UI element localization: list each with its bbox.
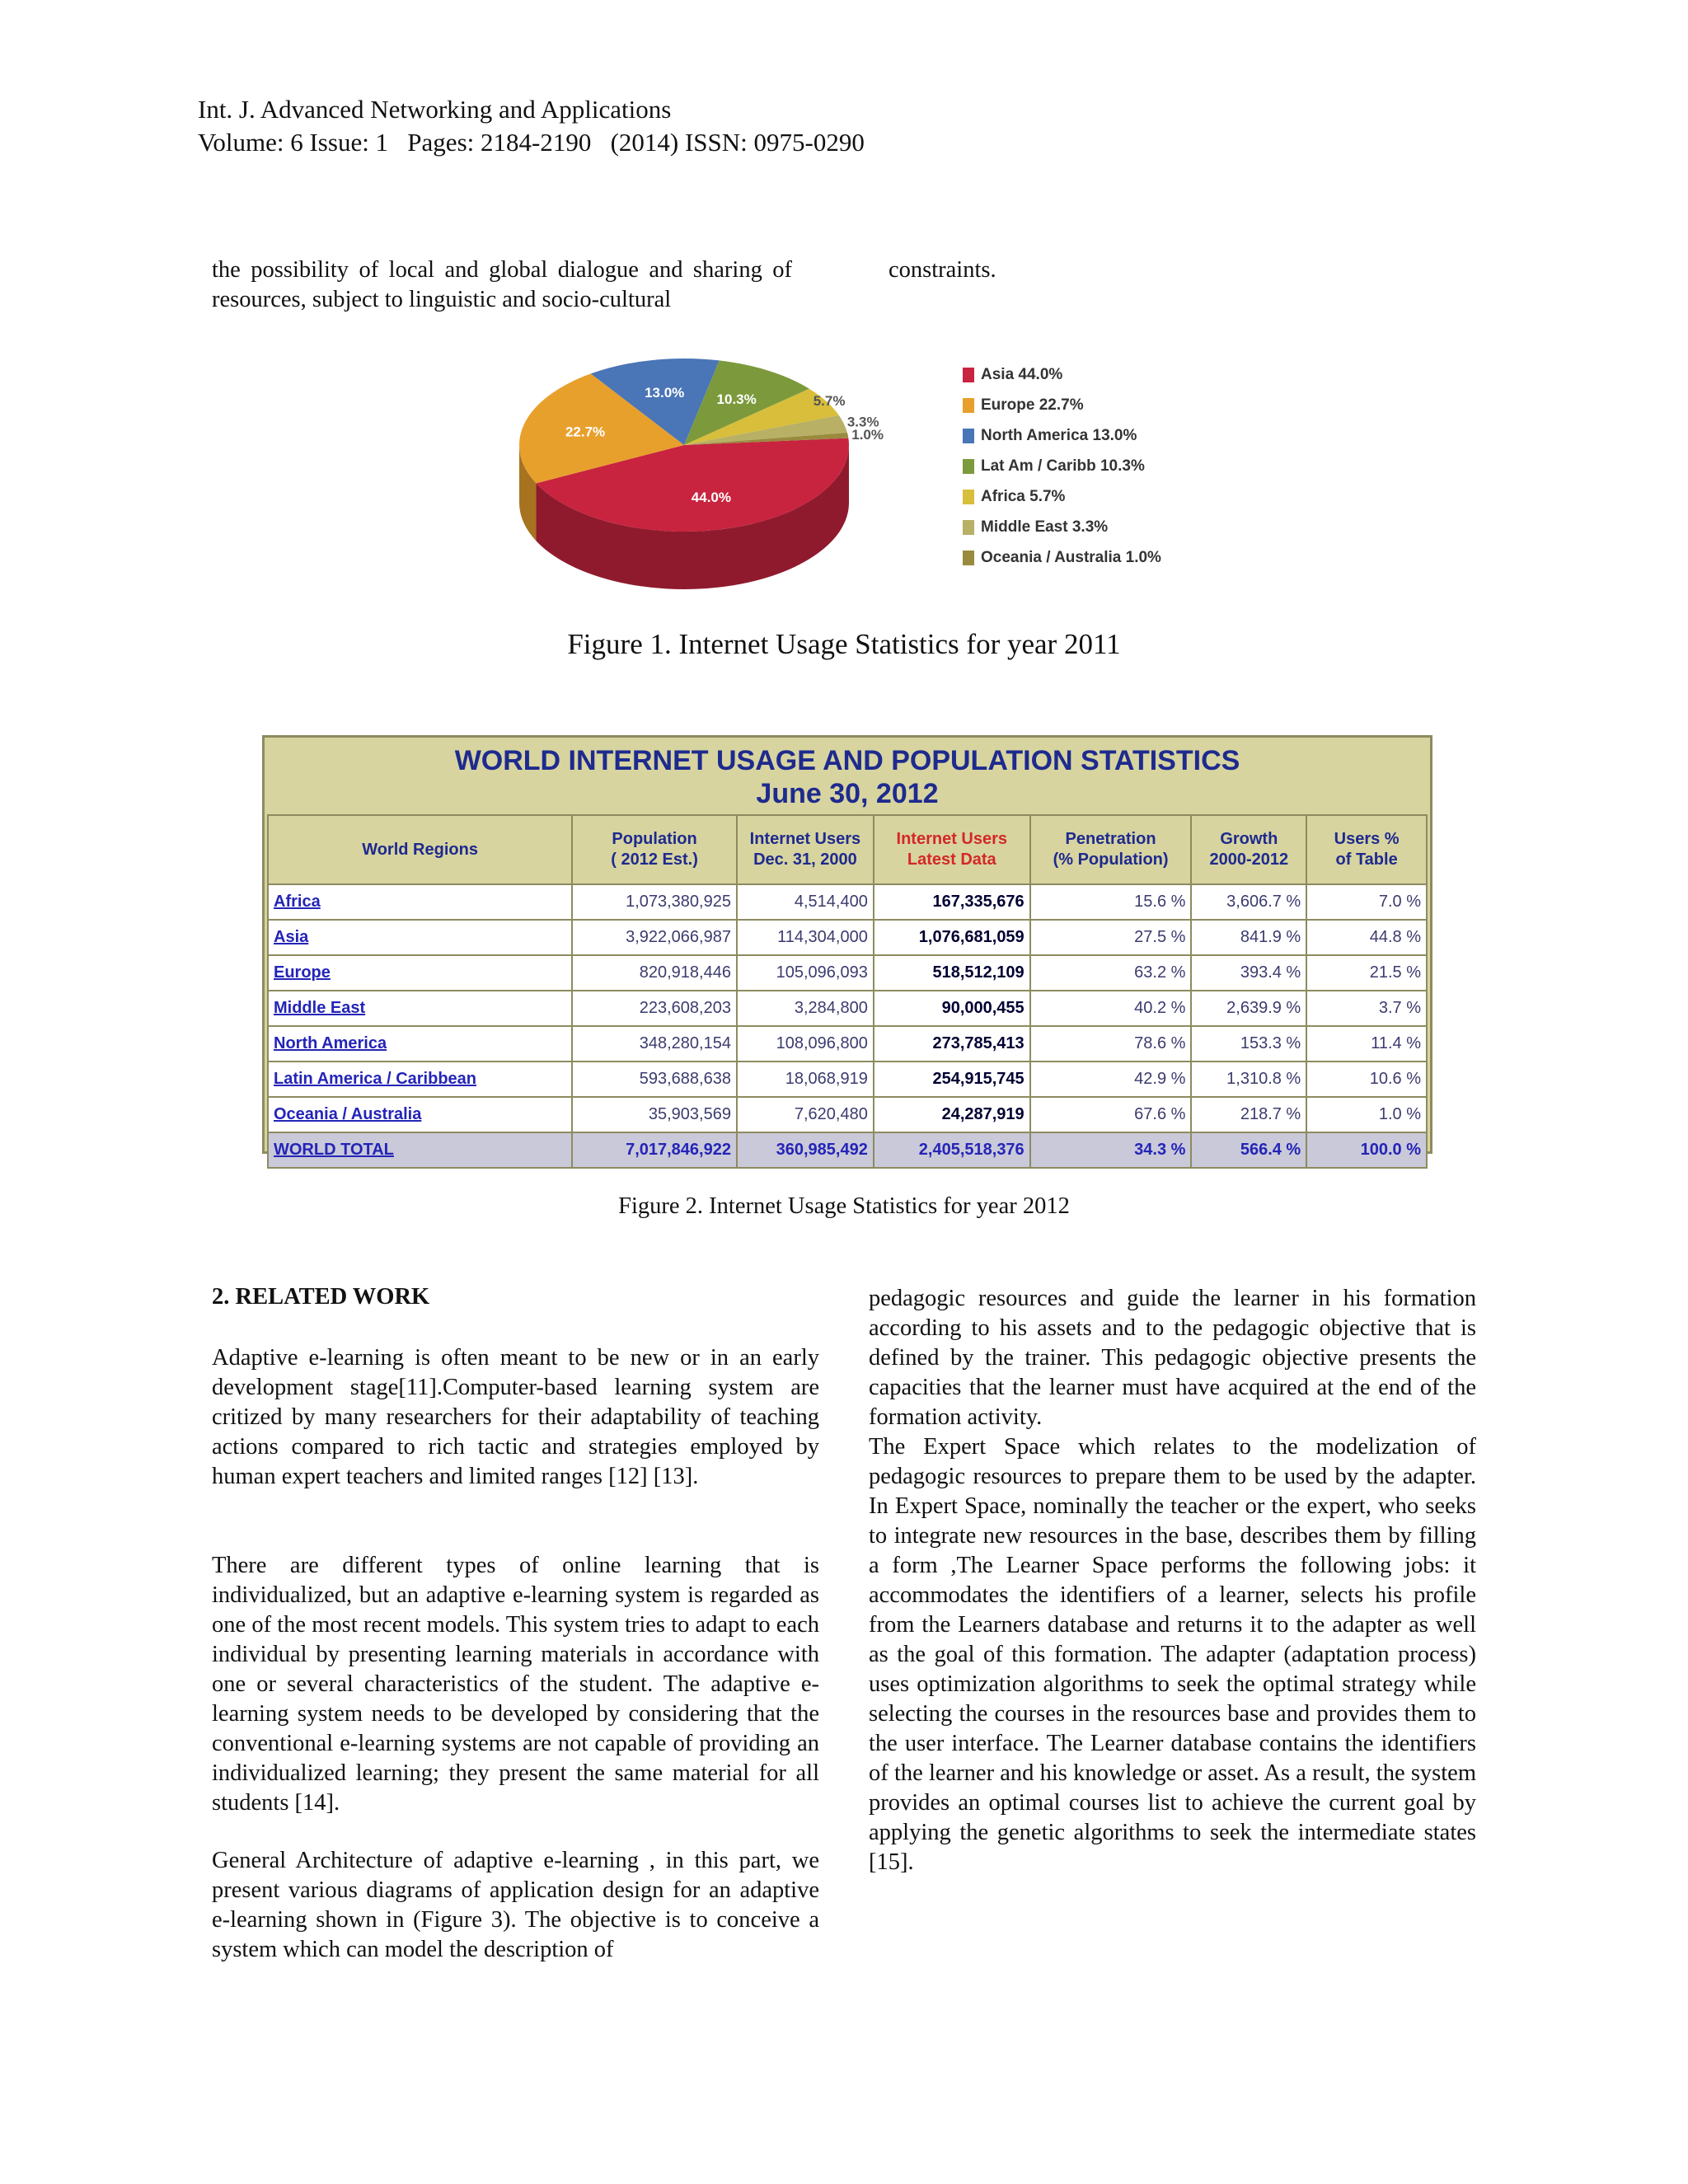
column-header-line: Users %	[1334, 830, 1400, 848]
table-cell: 27.5 %	[1030, 920, 1192, 955]
pie-slice-label: 22.7%	[565, 424, 606, 440]
region-link[interactable]: Europe	[268, 955, 572, 991]
legend-item	[963, 395, 1084, 416]
legend-item	[963, 425, 1137, 447]
section-heading: 2. RELATED WORK	[212, 1284, 430, 1310]
pie-slice-label: 1.0%	[851, 426, 884, 443]
legend-swatch	[963, 520, 974, 535]
table-row	[268, 1026, 1427, 1062]
table-cell: 254,915,745	[874, 1062, 1030, 1097]
journal-title: Int. J. Advanced Networking and Applications	[198, 95, 672, 124]
table-cell: 360,985,492	[737, 1132, 874, 1168]
legend-swatch	[963, 551, 974, 565]
legend-label: Middle East 3.3%	[981, 518, 1109, 536]
table-cell: 4,514,400	[737, 884, 874, 920]
column-header-line: Population	[612, 830, 697, 848]
column-header-line: 2000-2012	[1209, 851, 1289, 869]
table-cell: 10.6 %	[1306, 1062, 1427, 1097]
column-header-line: Dec. 31, 2000	[753, 851, 857, 869]
table-cell: 1,073,380,925	[572, 884, 737, 920]
region-link[interactable]: North America	[268, 1026, 572, 1062]
right-paragraph-1: pedagogic resources and guide the learner in his formation according to his assets and to the pedagogic objective that is defined by the trainer. This pedagogic objective presents the capacities that the learner must have acquired at the end of the formation activity.	[869, 1286, 1476, 1430]
legend-label: Lat Am / Caribb 10.3%	[981, 457, 1145, 475]
intro-right-text: constraints.	[889, 257, 996, 283]
legend-item	[963, 486, 1065, 508]
column-header	[1030, 815, 1192, 884]
right-paragraph-2: The Expert Space which relates to the modelization of pedagogic resources to prepare them to be used by the adapter. In Expert Space, nominally the teacher or the expert, who seeks to integrate new resources in the base, describes them by filling a form ,The Learner Space performs the following jobs: it accommodates the identifiers of a learner, selects his profile from the Learners database and returns it to the adapter as well as the goal of this formation. The adapter (adaptation process) uses optimization algorithms to seek the optimal strategy while selecting the courses in the resources base and provides them to the user interface. The Learner database contains the identifiers of the learner and his knowledge or asset. As a result, the system provides an optimal courses list to achieve the current goal by applying the genetic algorithms to seek the intermediate states [15].	[869, 1434, 1476, 1875]
column-header	[572, 815, 737, 884]
column-header-line: World Regions	[362, 840, 478, 859]
column-header	[268, 815, 572, 884]
table-cell: 7,620,480	[737, 1097, 874, 1132]
table-cell: 108,096,800	[737, 1026, 874, 1062]
region-link[interactable]: Africa	[268, 884, 572, 920]
table-cell: 273,785,413	[874, 1026, 1030, 1062]
figure2-caption: Figure 2. Internet Usage Statistics for year 2012	[618, 1193, 1070, 1219]
column-header	[1191, 815, 1306, 884]
table-cell: 100.0 %	[1306, 1132, 1427, 1168]
legend-label: Africa 5.7%	[981, 488, 1066, 505]
table-cell: 841.9 %	[1191, 920, 1306, 955]
table-cell: 34.3 %	[1030, 1132, 1192, 1168]
table-title	[265, 738, 1430, 813]
table-cell: 593,688,638	[572, 1062, 737, 1097]
table-cell: 820,918,446	[572, 955, 737, 991]
table-cell: 2,639.9 %	[1191, 991, 1306, 1026]
table-cell: 153.3 %	[1191, 1026, 1306, 1062]
related-work-paragraph-2: There are different types of online learning that is individualized, but an adaptive e-learning system is regarded as one of the most recent models. This system tries to adapt to each individual by presenting learning materials in accordance with one or several characteristics of the student. The adaptive e-learning system needs to be developed by considering that the conventional e-learning systems are not capable of providing an individualized learning; they present the same material for all students [14].	[212, 1553, 819, 1816]
table-cell: 3,606.7 %	[1191, 884, 1306, 920]
pie-slice-label: 10.3%	[716, 391, 757, 408]
pie-legend	[963, 364, 1226, 579]
table-cell: 42.9 %	[1030, 1062, 1192, 1097]
pie-slice-label: 44.0%	[691, 489, 731, 505]
column-header	[874, 815, 1030, 884]
table-cell: 18,068,919	[737, 1062, 874, 1097]
related-work-paragraph-1: Adaptive e-learning is often meant to be new or in an early development stage[11].Computer-based learning system are critized by many researchers for their adaptability of teaching actions compared to rich tactic and strategies employed by human expert teachers and limited ranges [12] [13].	[212, 1345, 819, 1489]
legend-label: North America 13.0%	[981, 427, 1137, 444]
column-header-line: Internet Users	[749, 830, 861, 848]
volume-line: Volume: 6 Issue: 1 Pages: 2184-2190 (2014) ISSN: 0975-0290	[198, 128, 865, 157]
column-header-line: of Table	[1335, 851, 1398, 869]
table-cell: 24,287,919	[874, 1097, 1030, 1132]
table-cell: 566.4 %	[1191, 1132, 1306, 1168]
legend-label: Oceania / Australia 1.0%	[981, 549, 1161, 566]
table-cell: 167,335,676	[874, 884, 1030, 920]
stats-table	[267, 814, 1428, 1169]
legend-swatch	[963, 398, 974, 413]
table-row	[268, 920, 1427, 955]
column-header-line: Internet Users	[896, 830, 1008, 848]
region-link[interactable]: Middle East	[268, 991, 572, 1026]
table-cell: 15.6 %	[1030, 884, 1192, 920]
table-cell: 1,076,681,059	[874, 920, 1030, 955]
table-cell: 105,096,093	[737, 955, 874, 991]
pie-chart	[511, 346, 884, 602]
table-cell: 78.6 %	[1030, 1026, 1192, 1062]
pie-slice-label: 5.7%	[813, 392, 846, 409]
related-work-paragraph-3: General Architecture of adaptive e-learning , in this part, we present various diagrams of application design for an adaptive e-learning shown in (Figure 3). The objective is to conceive a system which can model the description of	[212, 1848, 819, 1962]
table-cell: 518,512,109	[874, 955, 1030, 991]
table-title-line2: June 30, 2012	[756, 778, 939, 809]
intro-left-text: the possibility of local and global dialogue and sharing of resources, subject to linguistic and socio-cultural	[212, 257, 792, 312]
legend-item	[963, 364, 1062, 386]
column-header-line: ( 2012 Est.)	[611, 851, 698, 869]
table-cell: 21.5 %	[1306, 955, 1427, 991]
column-header-line: (% Population)	[1053, 851, 1169, 869]
region-link[interactable]: Asia	[268, 920, 572, 955]
pie-slice-label: 3.3%	[846, 414, 879, 430]
table-title-line1: WORLD INTERNET USAGE AND POPULATION STATISTICS	[454, 745, 1240, 776]
legend-swatch	[963, 490, 974, 504]
table-row	[268, 955, 1427, 991]
table-header-row	[268, 815, 1427, 884]
legend-swatch	[963, 429, 974, 443]
pie-slice-label: 13.0%	[645, 385, 685, 401]
table-row	[268, 1062, 1427, 1097]
table-cell: 90,000,455	[874, 991, 1030, 1026]
table-cell: 3,922,066,987	[572, 920, 737, 955]
legend-item	[963, 456, 1145, 477]
legend-label: Europe 22.7%	[981, 396, 1084, 414]
column-header	[737, 815, 874, 884]
table-cell: 7.0 %	[1306, 884, 1427, 920]
table-cell: 348,280,154	[572, 1026, 737, 1062]
table-cell: 11.4 %	[1306, 1026, 1427, 1062]
column-header-line: Growth	[1220, 830, 1278, 848]
table-cell: 35,903,569	[572, 1097, 737, 1132]
table-cell: 40.2 %	[1030, 991, 1192, 1026]
legend-item	[963, 547, 1161, 569]
table-row	[268, 884, 1427, 920]
table-cell: 63.2 %	[1030, 955, 1192, 991]
table-cell: 3,284,800	[737, 991, 874, 1026]
table-row	[268, 1097, 1427, 1132]
table-cell: 223,608,203	[572, 991, 737, 1026]
region-link[interactable]: WORLD TOTAL	[268, 1132, 572, 1168]
table-cell: 218.7 %	[1191, 1097, 1306, 1132]
table-cell: 2,405,518,376	[874, 1132, 1030, 1168]
table-cell: 67.6 %	[1030, 1097, 1192, 1132]
table-row	[268, 1132, 1427, 1168]
region-link[interactable]: Oceania / Australia	[268, 1097, 572, 1132]
column-header	[1306, 815, 1427, 884]
legend-label: Asia 44.0%	[981, 366, 1063, 383]
legend-swatch	[963, 368, 974, 382]
table-row	[268, 991, 1427, 1026]
table-cell: 1,310.8 %	[1191, 1062, 1306, 1097]
column-header-line: Latest Data	[907, 851, 996, 869]
column-header-line: Penetration	[1065, 830, 1156, 848]
region-link[interactable]: Latin America / Caribbean	[268, 1062, 572, 1097]
legend-item	[963, 517, 1108, 538]
figure1-caption: Figure 1. Internet Usage Statistics for year 2011	[567, 628, 1121, 660]
stats-table-figure	[262, 735, 1432, 1159]
table-cell: 3.7 %	[1306, 991, 1427, 1026]
table-cell: 7,017,846,922	[572, 1132, 737, 1168]
table-cell: 44.8 %	[1306, 920, 1427, 955]
legend-swatch	[963, 459, 974, 474]
table-cell: 1.0 %	[1306, 1097, 1427, 1132]
table-cell: 114,304,000	[737, 920, 874, 955]
table-cell: 393.4 %	[1191, 955, 1306, 991]
